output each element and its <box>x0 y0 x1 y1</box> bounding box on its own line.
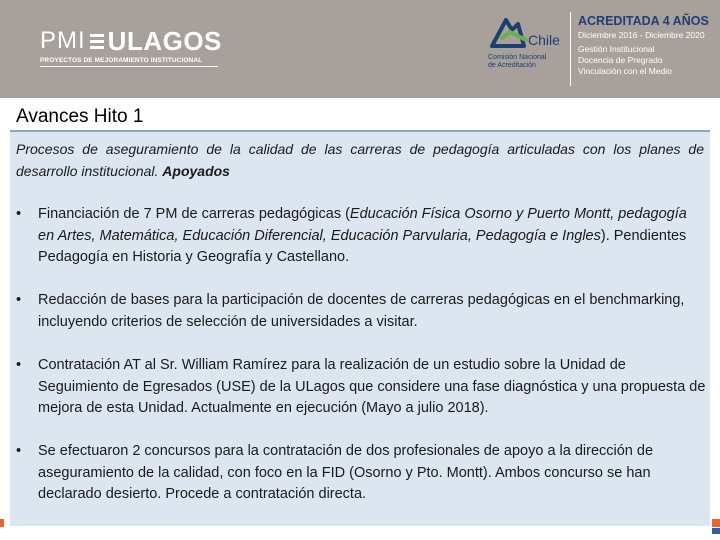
bullet-text: Contratación AT al Sr. William Ramírez para la realización de un estudio sobre la Unidad de Seguimiento de Egresados (USE) de la ULagos que considere una fase diagnóstica y una propuesta de mejora de esta Unidad. Actualmente en ejecución (Mayo a julio 2018). <box>38 357 706 416</box>
bullet-dot: • <box>16 443 22 459</box>
accreditation-block <box>578 14 709 77</box>
accreditation-dates: Diciembre 2016 - Diciembre 2020 <box>578 30 705 40</box>
bullet-dot: • <box>16 292 22 308</box>
slide-title: Avances Hito 1 <box>16 106 144 127</box>
bullet-item-contratacion <box>16 355 706 420</box>
accreditation-areas <box>578 44 709 77</box>
area-item: Docencia de Pregrado <box>578 55 663 65</box>
title-underline <box>10 130 710 132</box>
bullet-item-benchmarking <box>16 290 706 333</box>
corner-accent-right <box>712 519 720 527</box>
accreditation-title: ACREDITADA 4 AÑOS <box>578 14 709 28</box>
pmi-subtitle: PROYECTOS DE MEJORAMIENTO INSTITUCIONAL <box>40 57 218 67</box>
pmi-ulagos-logo <box>40 26 222 67</box>
bullet-item-concursos <box>16 441 706 506</box>
bullet-dot: • <box>16 357 22 373</box>
bullet-text: Se efectuaron 2 concursos para la contratación de dos profesionales de apoyo a la dirección de aseguramiento de la calidad, con foco en la FID (Osorno y Pto. Montt). Ambos concurso se han declarado desierto. Procede a contratación directa. <box>38 443 654 502</box>
equals-bars-icon <box>90 34 104 49</box>
bullet-text-part: ). Pendientes Pedagogía en Historia y Geografía y Castellano. <box>38 227 687 265</box>
corner-accent-right-blue <box>712 528 720 534</box>
intro-bold: Apoyados <box>162 163 230 179</box>
area-item: Vinculación con el Medio <box>578 66 672 76</box>
intro-text: Procesos de aseguramiento de la calidad de las carreras de pedagogía articuladas con los planes de desarrollo institucional. <box>16 141 704 179</box>
cna-swoosh-icon <box>488 16 532 50</box>
intro-paragraph <box>16 138 704 182</box>
corner-accent-left <box>0 519 4 527</box>
pmi-text: PMI <box>40 27 86 54</box>
cna-chile-logo <box>488 16 564 70</box>
header-banner <box>0 0 720 98</box>
ulagos-text: ULAGOS <box>107 25 222 56</box>
bullet-text: Redacción de bases para la participación de docentes de carreras pedagógicas en el benchmarking, incluyendo criterios de selección de universidades a visitar. <box>38 292 685 330</box>
bullet-text-italic: Educación Física Osorno y Puerto Montt, pedagogía en Artes, Matemática, Educación Diferencial, Educación Parvularia, Pedagogía e Ingles <box>38 206 687 244</box>
header-divider <box>570 12 571 86</box>
cna-line-2: de Acreditación <box>488 62 536 69</box>
cna-name <box>488 54 564 70</box>
cna-line-1: Comisión Nacional <box>488 54 547 61</box>
cna-chile-text: Chile <box>528 32 560 48</box>
cna-mark-icon <box>488 16 564 52</box>
bullet-text-part: Financiación de 7 PM de carreras pedagógicas ( <box>38 206 350 222</box>
bullet-text <box>38 204 706 269</box>
bullet-item-financing <box>16 204 706 269</box>
bullet-dot: • <box>16 206 22 222</box>
area-item: Gestión Institucional <box>578 44 655 54</box>
